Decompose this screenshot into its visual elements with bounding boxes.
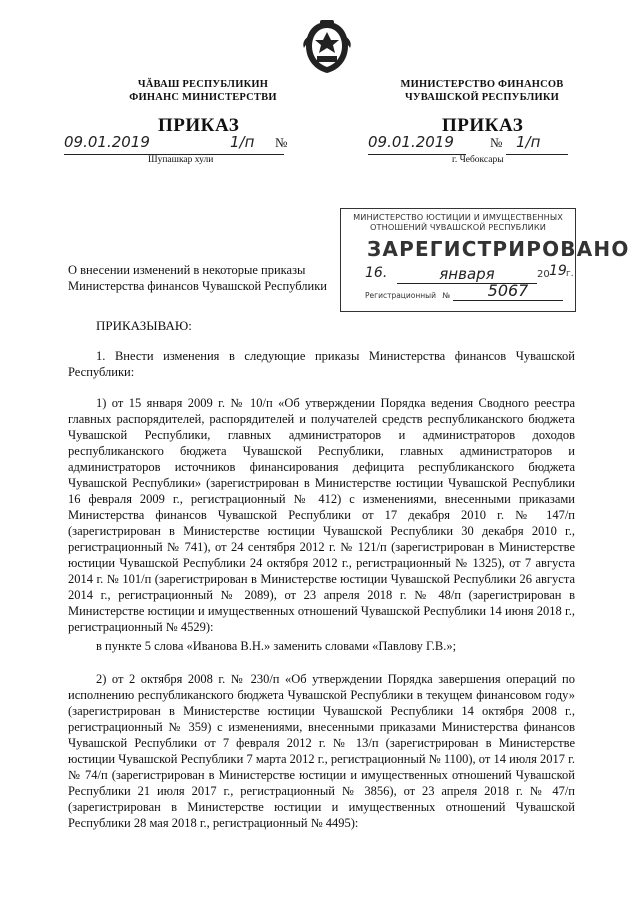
paragraph-4 (68, 671, 575, 831)
header-right-org (392, 78, 572, 104)
stamp-org (341, 212, 575, 232)
header-right-date: 09.01.2019 (368, 133, 454, 151)
paragraph-1 (68, 348, 575, 380)
stamp-year-prefix: 20 (537, 269, 550, 280)
stamp-status: ЗАРЕГИСТРИРОВАНО (367, 237, 630, 261)
header-right-number-line (506, 133, 568, 155)
paragraph-3 (68, 638, 575, 654)
stamp-year-mark: г. (566, 269, 574, 279)
emblem-icon (300, 18, 354, 76)
header-right-number: 1/п (516, 133, 541, 151)
paragraph-text: 1. Внести изменения в следующие приказы Министерства финансов Чувашской Республики: (68, 349, 575, 379)
header-right-line2: ЧУВАШСКОЙ РЕСПУБЛИКИ (404, 92, 560, 103)
stamp-day: 16. (365, 265, 388, 281)
paragraph-text: 1) от 15 января 2009 г. № 10/п «Об утверждении Порядка ведения Сводного реестра главных распорядителей, распорядителей и получателей средств республиканского бюджета Чувашской Республики, главных администраторов и администраторов доходов республиканского бюджета Чувашской Республики, главных администраторов и администраторов источников финансирования дефицита республиканского бюджета Чувашской Республики» (зарегистрирован в Министерстве юстиции Чувашской Республики 16 февраля 2009 г., регистрационный № 412) с изменениями, внесенными приказами Министерства финансов Чувашской Республики от 17 декабря 2010 г. № 147/п (зарегистрирован в Министерстве юстиции Чувашской Республики 30 декабря 2010 г., регистрационный № 741), от 24 сентября 2012 г. № 121/п (зарегистрирован в Министерстве юстиции Чувашской Республики 24 октября 2012 г., регистрационный № 1325), от 7 августа 2014 г. № 101/п (зарегистрирован в Министерстве юстиции Чувашской Республики 26 августа 2014 г., регистрационный № 2089), от 23 апреля 2018 г. № 48/п (зарегистрирован в Министерстве юстиции и имущественных отношений Чувашской Республики 14 июня 2018 г., регистрационный № 4529): (68, 396, 575, 634)
stamp-org-line2: ОТНОШЕНИЙ ЧУВАШСКОЙ РЕСПУБЛИКИ (369, 222, 547, 232)
stamp-reg-sign: № (442, 291, 451, 300)
header-left-line1: ЧĂВАШ РЕСПУБЛИКИН (137, 79, 269, 90)
stamp-org-line1: МИНИСТЕРСТВО ЮСТИЦИИ И ИМУЩЕСТВЕННЫХ (353, 212, 563, 222)
paragraph-text: 2) от 2 октября 2008 г. № 230/п «Об утверждении Порядка завершения операций по исполнению республиканского бюджета Чувашской Республики в текущем финансовом году» (зарегистрирован в Министерстве юстиции Чувашской Республики 14 октября 2008 г., регистрационный № 359) с изменениями, внесенными приказами Министерства финансов Чувашской Республики от 7 февраля 2012 г. № 13/п (зарегистрирован в Министерстве юстиции Чувашской Республики 7 марта 2012 г., регистрационный № 1100), от 14 июля 2017 г. № 74/п (зарегистрирован в Министерстве юстиции и имущественных отношений Чувашской Республики 21 июля 2017 г., регистрационный № 3856), от 23 апреля 2018 г. № 47/п (зарегистрирован в Министерстве юстиции и имущественных отношений Чувашской Республики 28 мая 2018 г., регистрационный № 4495): (68, 672, 575, 830)
header-right-line1: МИНИСТЕРСТВО ФИНАНСОВ (400, 79, 564, 90)
paragraph-text: в пункте 5 слова «Иванова В.Н.» заменить словами «Павлову Г.В.»; (96, 639, 457, 653)
header-left-org (118, 78, 288, 104)
header-left-number-sign: № (275, 135, 288, 150)
header-right-number-sign: № (490, 135, 503, 150)
header-right-date-line (368, 133, 466, 155)
header-right-city: г. Чебоксары (452, 155, 504, 165)
stamp-reg-label: Регистрационный (365, 291, 436, 300)
header-left-number: 1/п (230, 133, 255, 151)
registration-stamp (340, 208, 630, 312)
stamp-month: января (397, 265, 537, 284)
stamp-reg-row (365, 281, 565, 300)
header-left-prikaz: ПРИКАЗ (158, 115, 240, 136)
header-left-line2: ФИНАНС МИНИСТЕРСТВИ (129, 92, 277, 103)
header-right-prikaz: ПРИКАЗ (442, 115, 524, 136)
header-left-city: Шупашкар хули (148, 155, 214, 165)
header-left-date-line (64, 133, 284, 155)
order-word: ПРИКАЗЫВАЮ: (96, 318, 192, 333)
stamp-year-suffix: 19 (549, 263, 567, 279)
stamp-reg-number: 5067 (453, 281, 563, 301)
document-title: О внесении изменений в некоторые приказы Министерства финансов Чувашской Республики (68, 263, 327, 293)
paragraph-2 (68, 395, 575, 635)
header-left-date: 09.01.2019 (64, 133, 150, 151)
